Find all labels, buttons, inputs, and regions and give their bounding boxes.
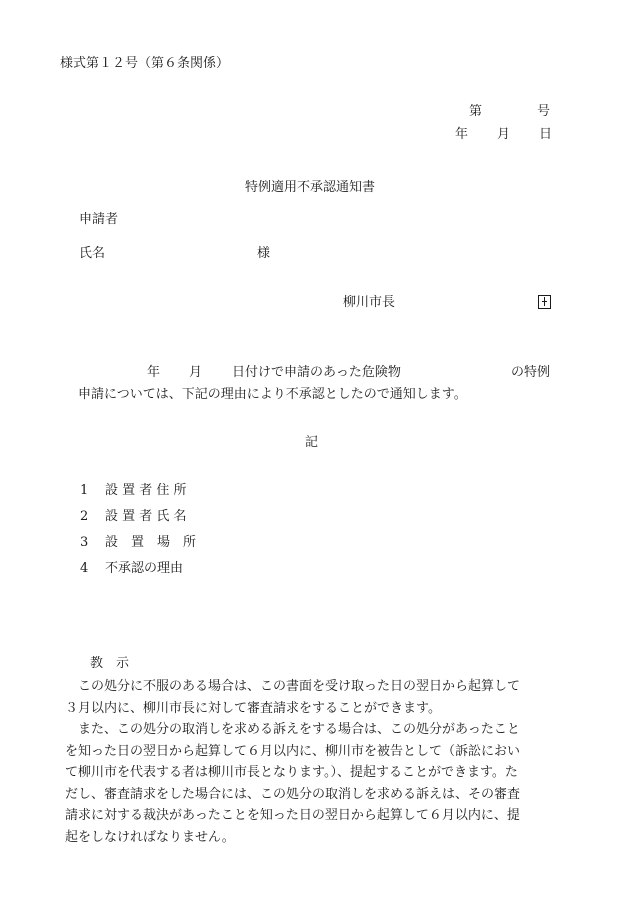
doc-number-dai: 第 [469, 104, 483, 119]
kyoji-line: ３月以内に、柳川市長に対して審査請求をすることができます。 [65, 700, 441, 716]
kyoji-line: 起をしなければなりません。 [65, 829, 235, 845]
issuer-name: 柳川市長 [343, 295, 396, 310]
item-label-location: 設 置 場 所 [105, 535, 197, 550]
ki-heading: 記 [305, 435, 319, 450]
date-day: 日 [539, 127, 553, 142]
body-text-tokurei: の特例 [511, 365, 551, 380]
doc-number-go: 号 [537, 104, 551, 119]
item-number: 4 [80, 561, 89, 576]
kyoji-heading: 教 示 [90, 656, 130, 671]
applicant-honorific: 様 [257, 246, 271, 261]
date-year: 年 [455, 127, 469, 142]
body-year: 年 [147, 365, 161, 380]
kyoji-line: だし、審査請求をした場合には、この処分の取消しを求める訴えは、その審査 [65, 786, 521, 802]
item-number: 2 [80, 509, 89, 524]
item-number: 1 [80, 483, 89, 498]
seal-mark [538, 295, 551, 309]
kyoji-line: 請求に対する裁決があったことを知った日の翌日から起算して６月以内に、提 [65, 808, 520, 823]
applicant-name-label: 氏名 [79, 246, 106, 261]
body-text-line2: 申請については、下記の理由により不承認としたので通知します。 [78, 387, 467, 402]
item-number: 3 [80, 535, 89, 550]
item-label-reason: 不承認の理由 [105, 561, 184, 576]
form-number: 様式第１２号（第６条関係） [60, 56, 230, 71]
kyoji-text [65, 676, 575, 848]
kyoji-line: この処分に不服のある場合は、この書面を受け取った日の翌日から起算して [78, 679, 521, 694]
applicant-heading: 申請者 [79, 212, 119, 227]
kyoji-line: を知った日の翌日から起算して６月以内に、柳川市を被告として（訴訟におい [65, 743, 521, 759]
body-month: 月 [189, 365, 203, 380]
item-label-address: 設 置 者 住 所 [105, 483, 187, 498]
date-month: 月 [497, 127, 511, 142]
document-title: 特例適用不承認通知書 [245, 180, 376, 195]
kyoji-line: また、この処分の取消しを求める訴えをする場合は、この処分があったこと [78, 722, 520, 737]
kyoji-line: て柳川市を代表する者は柳川市長となります。）、提起することができます。た [65, 765, 518, 780]
body-text-line1: 日付けで申請のあった危険物 [232, 365, 401, 380]
item-label-installer-name: 設 置 者 氏 名 [105, 509, 187, 524]
